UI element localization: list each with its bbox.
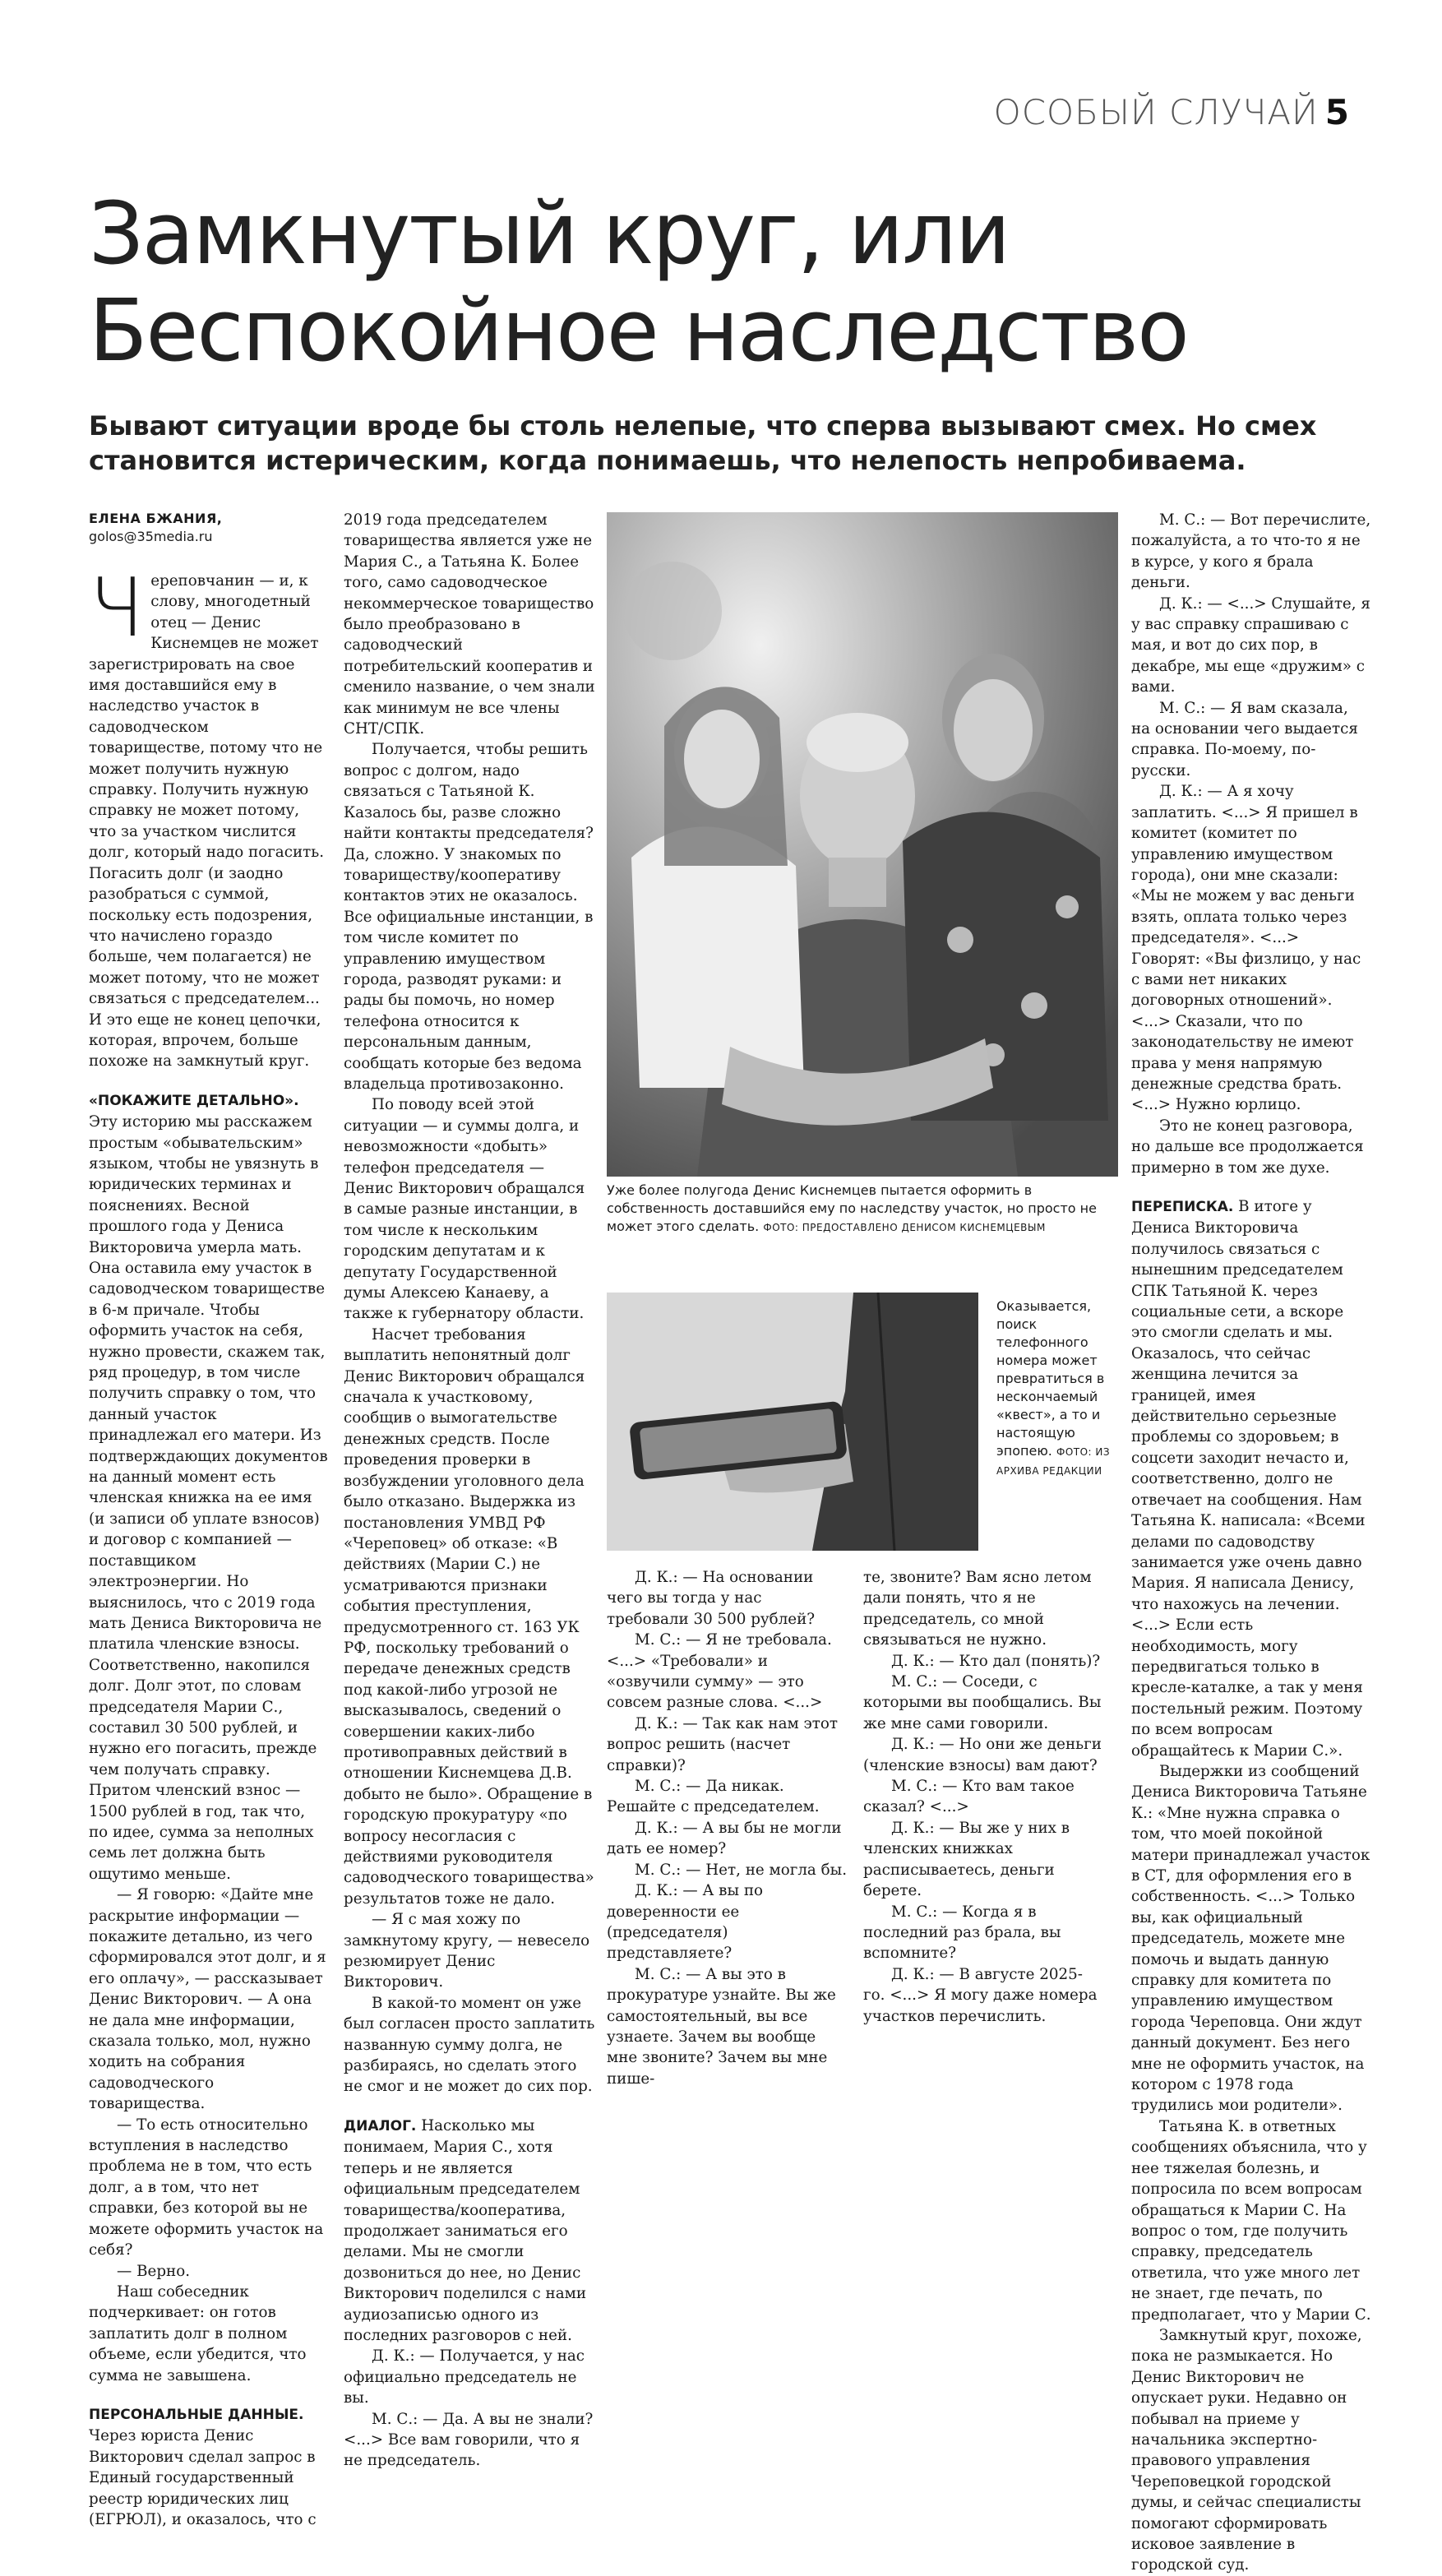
author-block [89, 510, 329, 546]
rubric-label: ОСОБЫЙ СЛУЧАЙ [993, 92, 1319, 132]
intro-paragraph: Череповчанин — и, к слову, многодетный отец — Денис Киснемцев не может зарегистрировать на свое имя доставшийся ему в наследство участок в садоводческом товариществе, потому что не может получить нужную справку. Получить нужную справку не может потому, что за участком числится долг, который надо погасить. Погасить долг (и заодно разобраться с суммой, поскольку есть подозрения, что начислено гораздо больше, чем полагается) не может потому, что не может связаться с председателем... И это еще не конец цепочки, которая, впрочем, больше похоже на замкнутый круг. [89, 562, 325, 1071]
paragraph: Замкнутый круг, похоже, пока не размыкается. Но Денис Викторович не опускает руки. Недавно он побывал на приеме у начальника экспертно-правового управления Череповецкой городской думы, и сейчас специалисты помогают сформировать исковое заявление в городской суд. [1131, 2326, 1362, 2574]
paragraph: Выдержки из сообщений Дениса Викторовича Татьяне К.: «Мне нужна справка о том, что моей покойной матери принадлежал участок в СТ, для оформления его в собственность. <...> Только вы, как официальный председатель, можете мне помочь и выдать данную справку для комитета по управлению имуществом города Череповца. Они ждут данный документ. Без него мне не оформить участок, на котором с 1978 года трудились мои родители». [1131, 1762, 1370, 2115]
question-paragraph: — То есть относительно вступления в наследство проблема не в том, что есть долг, а в том, что нет справки, без которой вы не можете оформить участок на себя? [89, 2116, 324, 2259]
section-shown-detail: «ПОКАЖИТЕ ДЕТАЛЬНО». Эту историю мы расскажем простым «обывательским» языком, чтобы не увязнуть в юридических терминах и пояснениях. Весной прошлого года у Дениса Викторовича умерла мать. Она оставила ему участок в садоводческом товариществе в 6-м причале. Чтобы оформить участок на себя, нужно провести, скажем так, ряд процедур, в том числе получить справку о том, что данный участок принадлежал его матери. Из подтверждающих документов на данный момент есть членская книжка на ее имя (и записи об уплате взносов) и договор с компанией — поставщиком электроэнергии. Но выяснилось, что с 2019 года мать Дениса Викторовича не платила членские взносы. Соответственно, накопился долг. Долг этот, по словам председателя Марии С., составил 30 500 рублей, и нужно его погасить, прежде чем получать справку. Притом членский взнос — 1500 рублей в год, так что, по идее, сумма за неполных семь лет должна быть ощутимо меньше. [89, 1092, 328, 1883]
dialog-line: Д. К.: — А вы по доверенности ее (председателя) представляете? [607, 1882, 764, 1963]
dialog-line: Д. К.: — <...> Слушайте, я у вас справку спрашиваю с мая, и вот до сих пор, в декабре, мы еще «дружим» с вами. [1131, 594, 1370, 696]
dialog-line: Д. К.: — Вы же у них в членских книжках расписываетесь, деньги берете. [863, 1819, 1070, 1900]
dialog-line: Д. К.: — Кто дал (понять)? [891, 1652, 1101, 1670]
dialog-line: Д. К.: — Но они же деньги (членские взносы) вам дают? [863, 1736, 1102, 1774]
subhead: ПЕРЕПИСКА. [1131, 1199, 1234, 1215]
subhead: «ПОКАЖИТЕ ДЕТАЛЬНО». [89, 1092, 299, 1109]
paragraph: По поводу всей этой ситуации — и суммы долга, и невозможности «добыть» телефон председателя — Денис Викторович обращался в самые разные инстанции, в том числе к нескольким городским депутатам и к депутату Государственной думы Алексею Канаеву, а также к губернатору области. [344, 1096, 585, 1323]
subhead: ПЕРСОНАЛЬНЫЕ ДАННЫЕ. [89, 2406, 304, 2423]
phone-photo-image [607, 1293, 978, 1551]
page-number: 5 [1324, 92, 1350, 132]
headline-line-1: Замкнутый круг, или [89, 183, 1010, 284]
author-name: ЕЛЕНА БЖАНИЯ, [89, 511, 223, 526]
dialog-line: Д. К.: — В августе 2025-го. <...> Я могу даже номера участков перечислить. [863, 1965, 1098, 2025]
headline-line-2: Беспокойное наследство [89, 280, 1188, 381]
article-column-5 [1131, 510, 1371, 2576]
dialog-line: те, звоните? Вам ясно летом дали понять, что я не председатель, со мной связываться не нужно. [863, 1569, 1092, 1649]
drop-cap: Ч [89, 562, 145, 655]
paragraph: Наш собеседник подчеркивает: он готов заплатить долг в полном объеме, если убедится, что сумма не завышена. [89, 2282, 307, 2384]
section-correspondence: ПЕРЕПИСКА. В итоге у Дениса Викторовича получилось связаться с нынешним председателем СПК Татьяной К. через социальные сети, а вскоре это смогли сделать и мы. Оказалось, что сейчас женщина лечится за границей, имея действительно серьезные проблемы со здоровьем; в соцсети заходит нечасто и, соответственно, долго не отвечает на сообщения. Нам Татьяна К. написала: «Всеми делами по садоводству занимается уже очень давно Мария. Я написала Денису, что нахожусь на лечении. <...> Если есть необходимость, могу передвигаться только в кресле-каталке, а так у меня постельный режим. Поэтому по всем вопросам обращайтесь к Марии С.». [1131, 1198, 1366, 1760]
section-dialog: ДИАЛОГ. Насколько мы понимаем, Мария С., хотя теперь и не является официальным председателем товарищества/кооператива, продолжает заниматься его делами. Мы не смогли дозвониться до нее, но Денис Викторович поделился с нами аудиозаписью одного из последних разговоров с ней. [344, 2116, 587, 2344]
family-photo-caption: Уже более полугода Денис Киснемцев пытается оформить в собственность доставшийся ему по наследству участок, но просто не может этого сделать. ФОТО: ПРЕДОСТАВЛЕНО ДЕНИСОМ КИСНЕМЦЕВЫМ [607, 1182, 1097, 1234]
photo-credit: ФОТО: ПРЕДОСТАВЛЕНО ДЕНИСОМ КИСНЕМЦЕВЫМ [763, 1222, 1046, 1233]
dialog-line: Д. К.: — А вы бы не могли дать ее номер? [607, 1819, 842, 1858]
dialog-line: М. С.: — Я вам сказала, на основании чего выдается справка. По-моему, по-русски. [1131, 699, 1358, 779]
dialog-line: М. С.: — А вы это в прокуратуре узнайте. Вы же самостоятельный, вы все узнаете. Зачем вы вообще мне звоните? Зачем вы мне пише- [607, 1965, 836, 2088]
headline [89, 185, 1322, 379]
dialog-line: Д. К.: — А я хочу заплатить. <...> Я пришел в комитет (комитет по управлению имуществом города), они мне сказали: «Мы не можем у вас деньги взять, оплата только через председателя». <...> Говорят: «Вы физлицо, у нас с вами нет никаких договорных отношений». <...> Сказали, что по законодательству не имеют права у меня напрямую денежные средства брать. <...> Нужно юрлицо. [1131, 783, 1361, 1114]
dialog-line: Д. К.: — На основании чего вы тогда у нас требовали 30 500 рублей? [607, 1569, 816, 1628]
photo-credit: ФОТО: ИЗ АРХИВА РЕДАКЦИИ [996, 1446, 1111, 1477]
subhead: ДИАЛОГ. [344, 2117, 417, 2134]
article-column-2 [344, 510, 595, 2472]
dialog-line: М. С.: — Кто вам такое сказал? <...> [863, 1778, 1075, 1816]
answer-paragraph: — Верно. [117, 2262, 191, 2280]
article-column-4 [863, 1567, 1103, 2027]
dialog-line: М. С.: — Я не требовала. <...> «Требовали» и «озвучили сумму» — это совсем разные слова. <...> [607, 1631, 832, 1712]
dialog-line: М. С.: — Да никак. Решайте с председателем. [607, 1778, 820, 1816]
paragraph: Это не конец разговора, но дальше все продолжается примерно в том же духе. [1131, 1117, 1364, 1177]
section-rubric [994, 92, 1350, 132]
family-photo [607, 512, 1118, 1177]
quote-paragraph: — Я говорю: «Дайте мне раскрытие информации — покажите детально, из чего сформировался этот долг, и я его оплачу», — рассказывает Денис Викторович. — А она не дала мне информации, сказала только, мол, нужно ходить на собрания садоводческого товарищества. [89, 1886, 326, 2113]
paragraph: Получается, чтобы решить вопрос с долгом, надо связаться с Татьяной К. Казалось бы, разве сложно найти контакты председателя? Да, сложно. У знакомых по товариществу/кооперативу контактов этих не оказалось. Все официальные инстанции, в том числе комитет по управлению имуществом города, разводят руками: и рады бы помочь, но номер телефона относится к персональным данным, сообщать которые без ведома владельца противозаконно. [344, 741, 594, 1093]
article-column-3 [607, 1567, 847, 2089]
dialog-line: М. С.: — Соседи, с которыми вы пообщались. Вы же мне сами говорили. [863, 1673, 1102, 1732]
family-photo-image [607, 512, 1118, 1177]
section-personal-data: ПЕРСОНАЛЬНЫЕ ДАННЫЕ. Через юриста Денис Викторович сделал запрос в Единый государственный реестр юридических лиц (ЕГРЮЛ), и оказалось, что с [89, 2406, 317, 2528]
article-column-1 [89, 510, 329, 2530]
dialog-line: М. С.: — Нет, не могла бы. [635, 1861, 848, 1879]
dialog-line: М. С.: — Да. А вы не знали? <...> Все вам говорили, что я не председатель. [344, 2410, 594, 2470]
phone-photo-caption: Оказывается, поиск телефонного номера может превратиться в нескончаемый «квест», а то и настоящую эпопею. ФОТО: ИЗ АРХИВА РЕДАКЦИИ [996, 1298, 1111, 1477]
lead-paragraph: Бывают ситуации вроде бы столь нелепые, что сперва вызывают смех. Но смех становится истерическим, когда понимаешь, что нелепость непробиваема. [89, 410, 1317, 476]
dialog-line: М. С.: — Когда я в последний раз брала, вы вспомните? [863, 1903, 1061, 1963]
dialog-line: М. С.: — Вот перечислите, пожалуйста, а то что-то я не в курсе, у кого я брала деньги. [1131, 511, 1371, 592]
paragraph: 2019 года председателем товарищества является уже не Мария С., а Татьяна К. Более того, само садоводческое некоммерческое товарищество было преобразовано в садоводческий потребительский кооператив и сменило название, о чем знали как минимум не все члены СНТ/СПК. [344, 511, 595, 738]
quote-paragraph: — Я с мая хожу по замкнутому кругу, — невесело резюмирует Денис Викторович. [344, 1911, 590, 1991]
phone-photo [607, 1293, 978, 1551]
author-email: golos@35media.ru [89, 529, 213, 544]
dialog-line: Д. К.: — Так как нам этот вопрос решить (насчет справки)? [607, 1714, 838, 1774]
dialog-line: Д. К.: — Получается, у нас официально председатель не вы. [344, 2347, 585, 2407]
paragraph: В какой-то момент он уже был согласен просто заплатить названную сумму долга, не разбираясь, но сделать этого не смог и не может до сих пор. [344, 1994, 595, 2096]
paragraph: Насчет требования выплатить непонятный долг Денис Викторович обращался сначала к участковому, сообщив о вымогательстве денежных средств. После проведения проверки в возбуждении уголовного дела было отказано. Выдержка из постановления УМВД РФ «Череповец» об отказе: «В действиях (Марии С.) не усматриваются признаки события преступления, предусмотренного ст. 163 УК РФ, поскольку требований о передаче денежных средств под какой-либо угрозой не высказывалось, сведений о совершении каких-либо противоправных действий в отношении Киснемцева Д.В. добыто не было». Обращение в городскую прокуратуру «по вопросу несогласия с действиями руководителя садоводческого товарищества» результатов тоже не дало. [344, 1325, 594, 1908]
paragraph: Татьяна К. в ответных сообщениях объяснила, что у нее тяжелая болезнь, и попросила по всем вопросам обращаться к Марии С. На вопрос о том, где получить справку, председатель ответила, что уже много лет не знает, где печать, по предполагает, что у Марии С. [1131, 2117, 1371, 2324]
